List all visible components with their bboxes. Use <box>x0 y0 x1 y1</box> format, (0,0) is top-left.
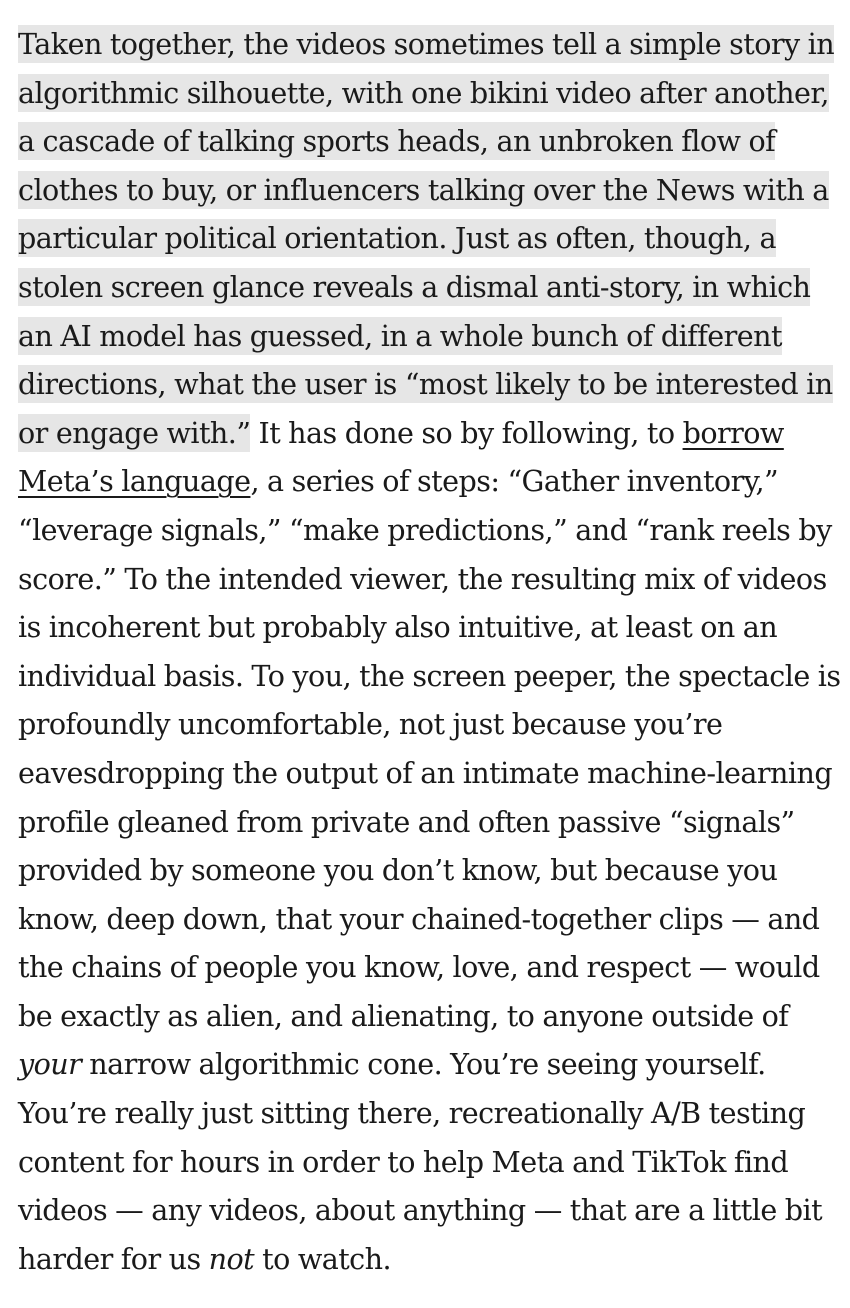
highlighted-passage[interactable]: Taken together, the videos sometimes tell a simple story in algorithmic silhouette, with one bikini video after another, a cascade of talking sports heads, an unbroken flow of clothes to buy, or influencers talking over the News with a particular political orientation. Just as often, though, a stolen screen glance reveals a dismal anti-story, in which an AI model has guessed, in a whole bunch of different directions, what the user is “most likely to be interested in or engage with.” <box>18 27 835 450</box>
emphasis-not: not <box>208 1241 255 1276</box>
paragraph-text: It has done so by following, to <box>250 415 683 450</box>
paragraph-text: , a series of steps: “Gather inventory,” “leverage signals,” “make predictions,” and “rank reels by score.” To the intended viewer, the resulting mix of videos is incoherent but probably also intuitive, at least on an individual basis. To you, the screen peeper, the spectacle is profoundly uncomfortable, not just because you’re eavesdropping the output of an intimate machine-learning profile gleaned from private and often passive “signals” provided by someone you don’t know, but because you know, deep down, that your chained-together clips — and the chains of people you know, love, and respect — would be exactly as alien, and alienating, to anyone outside of <box>18 464 841 1033</box>
article-paragraph <box>18 20 848 1283</box>
paragraph-text: narrow algorithmic cone. You’re seeing yourself. You’re really just sitting there, recreationally A/B testing content for hours in order to help Meta and TikTok find videos — any videos, about anything — that are a little bit harder for us <box>18 1047 823 1276</box>
emphasis-your: your <box>18 1047 82 1082</box>
article-body <box>18 20 848 1283</box>
paragraph-text: to watch. <box>254 1241 392 1276</box>
borrow-metas-language-link[interactable]: borrow Meta’s language <box>18 415 784 499</box>
